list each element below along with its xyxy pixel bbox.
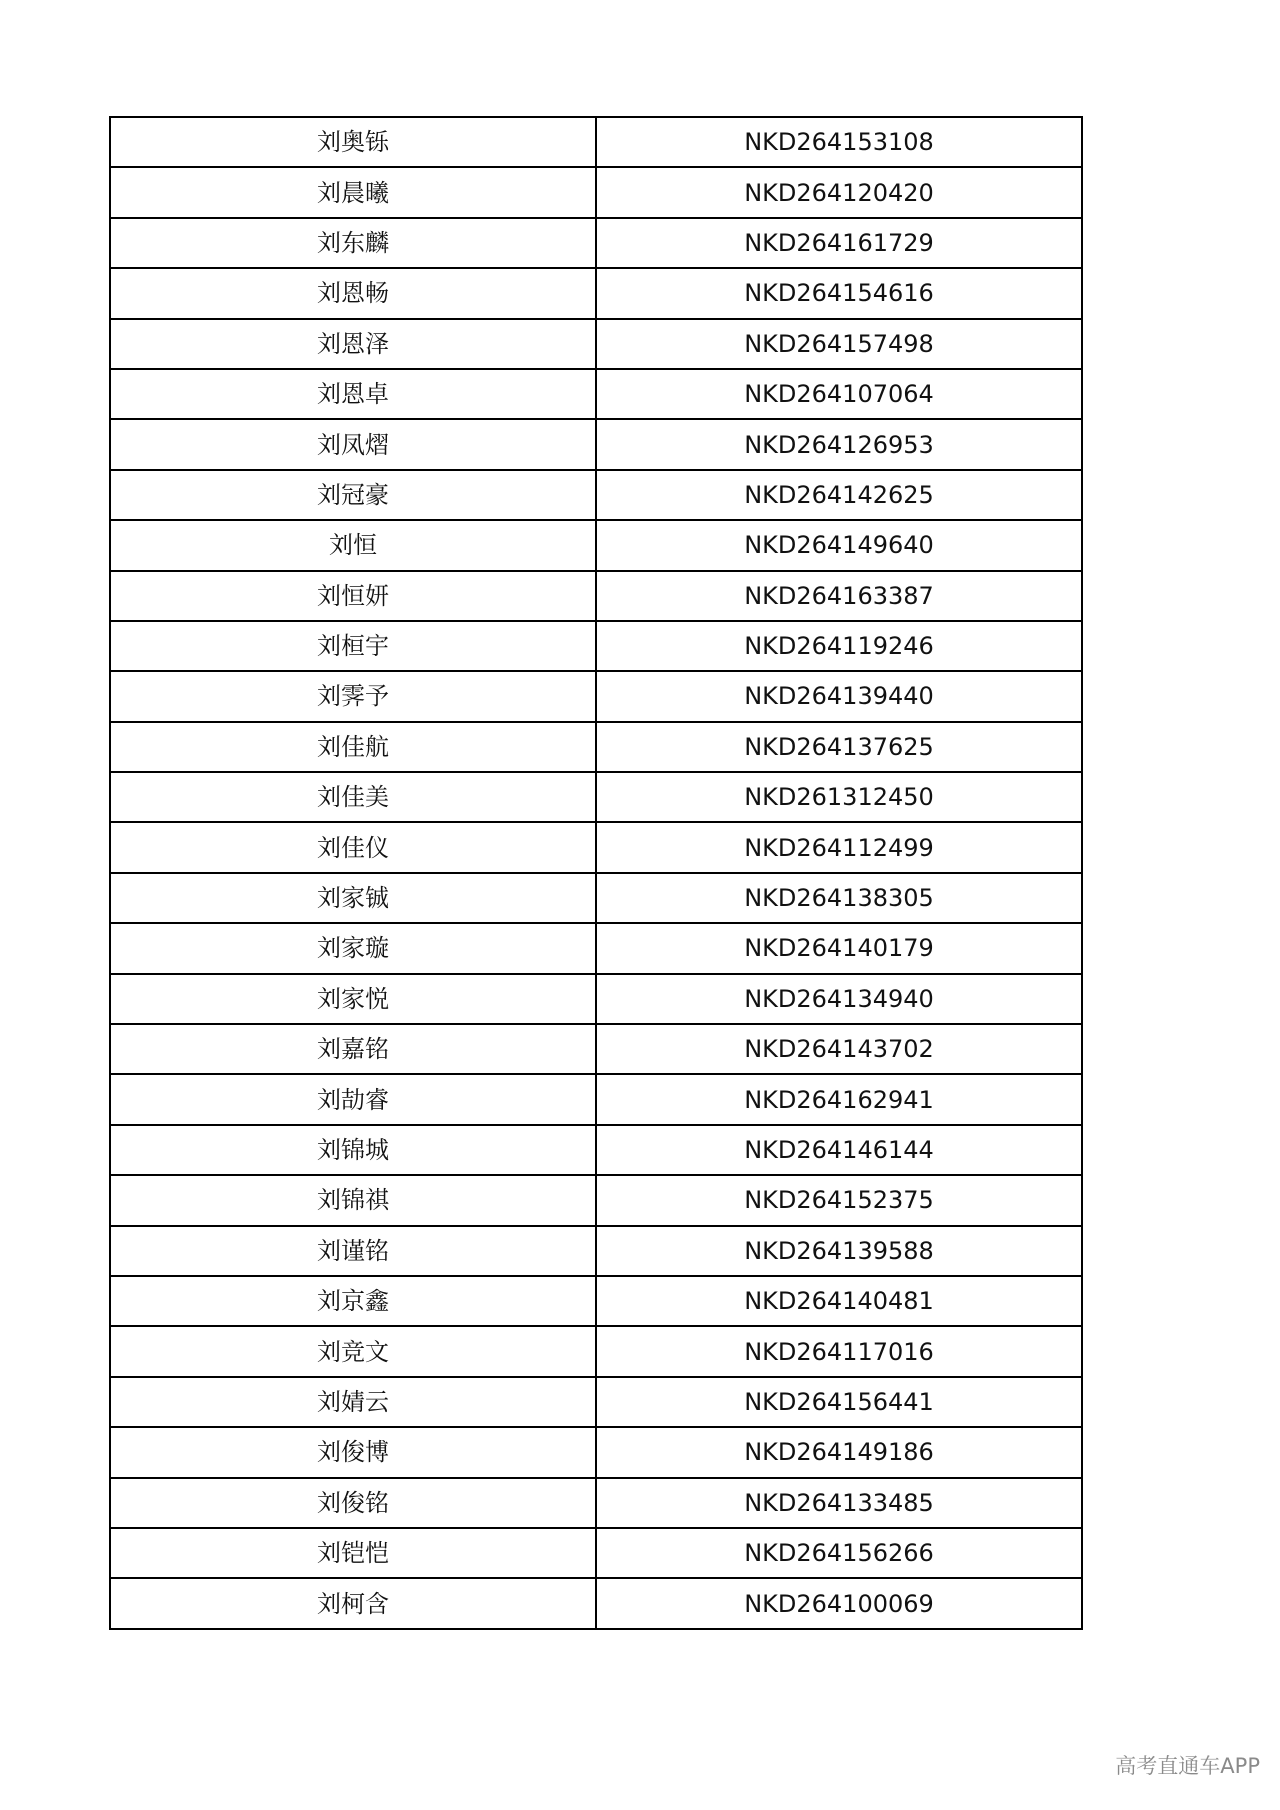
student-id-cell: NKD264112499 xyxy=(596,822,1082,872)
student-id-cell: NKD264133485 xyxy=(596,1478,1082,1528)
student-id-cell: NKD264142625 xyxy=(596,470,1082,520)
student-id-cell: NKD264156441 xyxy=(596,1377,1082,1427)
student-name-cell: 刘霁予 xyxy=(110,671,596,721)
student-name-cell: 刘家璇 xyxy=(110,923,596,973)
student-id-cell: NKD264119246 xyxy=(596,621,1082,671)
student-name-cell: 刘婧云 xyxy=(110,1377,596,1427)
student-name-cell: 刘竞文 xyxy=(110,1326,596,1376)
student-id-cell: NKD264162941 xyxy=(596,1074,1082,1124)
table-row xyxy=(110,923,1082,973)
table-row xyxy=(110,1326,1082,1376)
student-id-cell: NKD264152375 xyxy=(596,1175,1082,1225)
table-row xyxy=(110,520,1082,570)
student-name-cell: 刘桓宇 xyxy=(110,621,596,671)
table-row xyxy=(110,268,1082,318)
student-name-cell: 刘冠豪 xyxy=(110,470,596,520)
student-name-cell: 刘京鑫 xyxy=(110,1276,596,1326)
table-row xyxy=(110,722,1082,772)
table-row xyxy=(110,369,1082,419)
student-name-cell: 刘佳航 xyxy=(110,722,596,772)
student-name-cell: 刘锦祺 xyxy=(110,1175,596,1225)
table-row xyxy=(110,974,1082,1024)
student-id-cell: NKD261312450 xyxy=(596,772,1082,822)
student-id-cell: NKD264100069 xyxy=(596,1578,1082,1628)
student-id-cell: NKD264139440 xyxy=(596,671,1082,721)
student-name-cell: 刘奥铄 xyxy=(110,117,596,167)
table-row xyxy=(110,1478,1082,1528)
table-row xyxy=(110,1377,1082,1427)
table-row xyxy=(110,1125,1082,1175)
student-name-cell: 刘恩畅 xyxy=(110,268,596,318)
table-row xyxy=(110,571,1082,621)
table-row xyxy=(110,319,1082,369)
student-name-cell: 刘俊铭 xyxy=(110,1478,596,1528)
student-id-cell: NKD264126953 xyxy=(596,419,1082,469)
student-name-cell: 刘东麟 xyxy=(110,218,596,268)
student-name-cell: 刘恒 xyxy=(110,520,596,570)
student-name-cell: 刘柯含 xyxy=(110,1578,596,1628)
student-id-cell: NKD264139588 xyxy=(596,1226,1082,1276)
student-id-cell: NKD264143702 xyxy=(596,1024,1082,1074)
table-row xyxy=(110,1226,1082,1276)
student-name-cell: 刘家悦 xyxy=(110,974,596,1024)
student-id-cell: NKD264138305 xyxy=(596,873,1082,923)
student-id-cell: NKD264153108 xyxy=(596,117,1082,167)
student-name-cell: 刘俊博 xyxy=(110,1427,596,1477)
student-name-cell: 刘恩卓 xyxy=(110,369,596,419)
student-id-cell: NKD264146144 xyxy=(596,1125,1082,1175)
student-name-cell: 刘谨铭 xyxy=(110,1226,596,1276)
student-id-cell: NKD264161729 xyxy=(596,218,1082,268)
table-row xyxy=(110,1074,1082,1124)
table-row xyxy=(110,117,1082,167)
student-id-cell: NKD264107064 xyxy=(596,369,1082,419)
student-name-cell: 刘锦城 xyxy=(110,1125,596,1175)
student-name-cell: 刘铠恺 xyxy=(110,1528,596,1578)
student-id-cell: NKD264117016 xyxy=(596,1326,1082,1376)
student-name-cell: 刘晨曦 xyxy=(110,167,596,217)
table-row xyxy=(110,822,1082,872)
student-name-cell: 刘凤熠 xyxy=(110,419,596,469)
student-id-cell: NKD264149186 xyxy=(596,1427,1082,1477)
table-row xyxy=(110,1427,1082,1477)
table-row xyxy=(110,1175,1082,1225)
student-id-cell: NKD264156266 xyxy=(596,1528,1082,1578)
student-name-cell: 刘佳美 xyxy=(110,772,596,822)
table-row xyxy=(110,218,1082,268)
student-name-cell: 刘佳仪 xyxy=(110,822,596,872)
roster-table-body xyxy=(110,117,1082,1629)
student-name-cell: 刘恒妍 xyxy=(110,571,596,621)
student-name-cell: 刘恩泽 xyxy=(110,319,596,369)
roster-table xyxy=(109,116,1083,1630)
student-name-cell: 刘劼睿 xyxy=(110,1074,596,1124)
student-id-cell: NKD264140179 xyxy=(596,923,1082,973)
student-id-cell: NKD264157498 xyxy=(596,319,1082,369)
student-id-cell: NKD264140481 xyxy=(596,1276,1082,1326)
table-row xyxy=(110,1528,1082,1578)
student-name-cell: 刘嘉铭 xyxy=(110,1024,596,1074)
table-row xyxy=(110,1024,1082,1074)
table-row xyxy=(110,1578,1082,1628)
watermark-text: 高考直通车APP xyxy=(1115,1754,1260,1778)
student-id-cell: NKD264154616 xyxy=(596,268,1082,318)
table-row xyxy=(110,772,1082,822)
student-name-cell: 刘家铖 xyxy=(110,873,596,923)
table-row xyxy=(110,419,1082,469)
student-id-cell: NKD264134940 xyxy=(596,974,1082,1024)
student-id-cell: NKD264163387 xyxy=(596,571,1082,621)
student-id-cell: NKD264149640 xyxy=(596,520,1082,570)
table-row xyxy=(110,470,1082,520)
table-row xyxy=(110,167,1082,217)
student-id-cell: NKD264120420 xyxy=(596,167,1082,217)
table-row xyxy=(110,621,1082,671)
student-id-cell: NKD264137625 xyxy=(596,722,1082,772)
table-row xyxy=(110,671,1082,721)
table-row xyxy=(110,873,1082,923)
table-row xyxy=(110,1276,1082,1326)
